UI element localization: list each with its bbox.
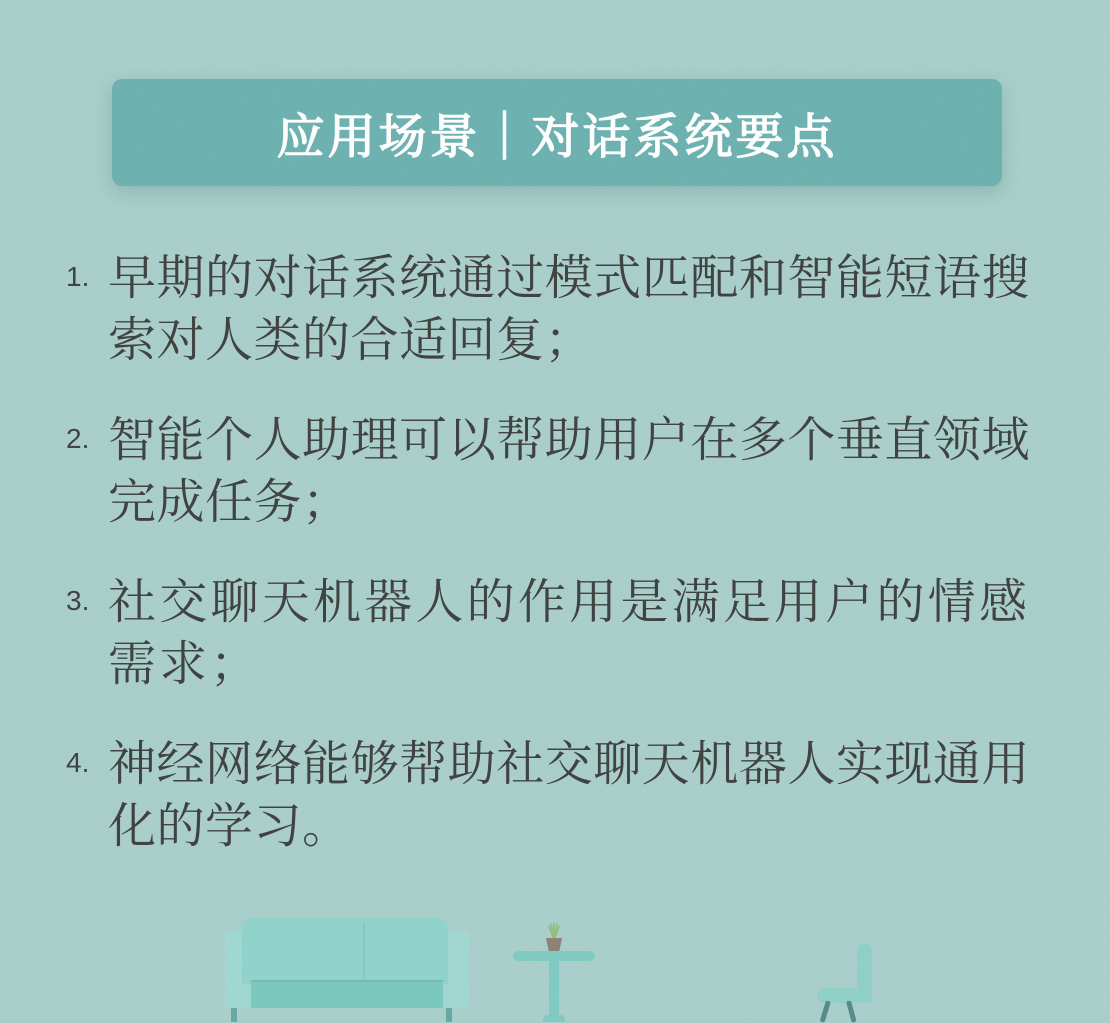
list-item: [66, 572, 1056, 696]
list-item-text: 神经网络能够帮助社交聊天机器人实现通用化的学习。: [108, 738, 1030, 853]
side-table-illustration: [513, 922, 595, 1022]
sofa-backrest: [242, 918, 448, 984]
plant-leaves-icon: [546, 922, 562, 940]
list-item-number: 4.: [66, 747, 90, 778]
table-pedestal: [549, 961, 559, 1017]
list-item-number: 3.: [66, 585, 90, 616]
list-item: [66, 248, 1056, 372]
plant-pot: [546, 938, 562, 952]
list-item-text: 社交聊天机器人的作用是满足用户的情感需求；: [108, 576, 1030, 691]
list-item: [66, 734, 1056, 858]
chair-illustration: [812, 943, 874, 1022]
title-banner: [112, 79, 1002, 186]
list-item-text: 智能个人助理可以帮助用户在多个垂直领域完成任务；: [108, 414, 1030, 529]
chair-leg-right: [846, 1000, 857, 1023]
list-item-text: 早期的对话系统通过模式匹配和智能短语搜索对人类的合适回复；: [108, 252, 1030, 367]
list-item-number: 2.: [66, 423, 90, 454]
list-item-number: 1.: [66, 261, 90, 292]
key-points-list: [66, 248, 1056, 896]
sofa-leg-right: [446, 1008, 452, 1022]
sofa-cushion-seam: [363, 922, 365, 980]
table-top: [513, 951, 595, 961]
sofa-leg-left: [231, 1008, 237, 1022]
sofa-seat: [251, 980, 443, 1008]
table-base: [543, 1015, 565, 1022]
sofa-illustration: [225, 918, 469, 1022]
page-title: 应用场景｜对话系统要点: [276, 111, 838, 164]
list-item: [66, 410, 1056, 534]
chair-leg-left: [820, 1000, 831, 1023]
